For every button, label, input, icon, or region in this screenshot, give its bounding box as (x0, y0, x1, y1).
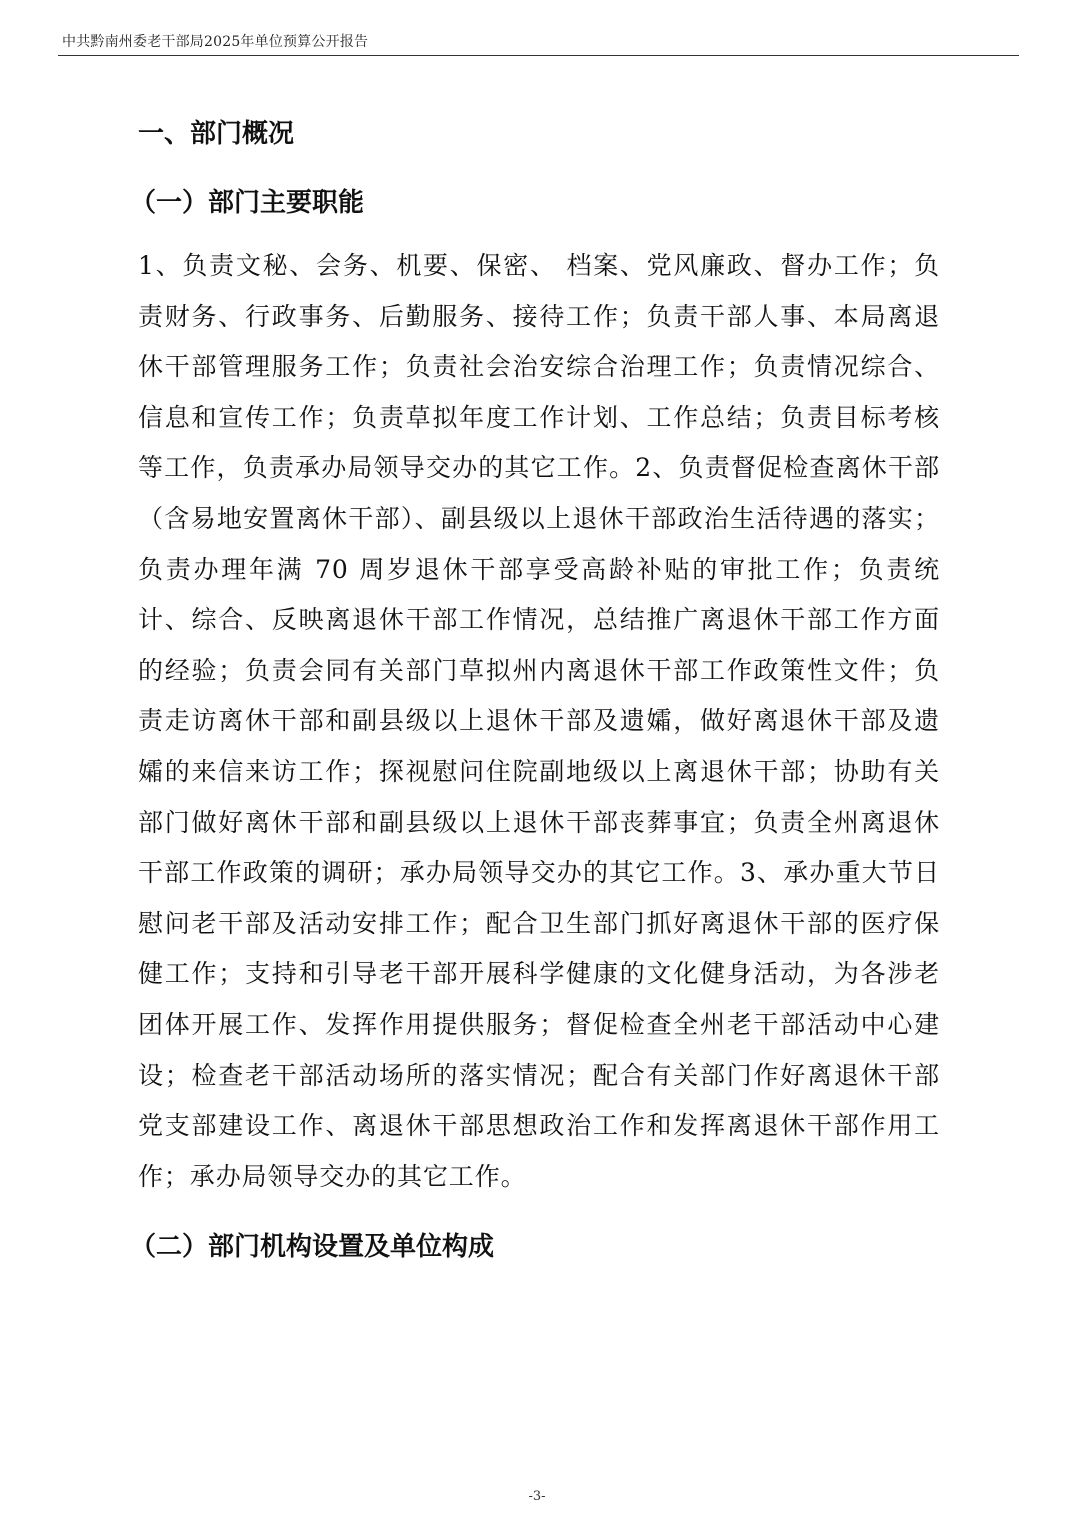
running-header: 中共黔南州委老干部局2025年单位预算公开报告 (62, 34, 369, 50)
page-number: -3- (528, 1489, 546, 1504)
header-divider (58, 55, 1019, 56)
functions-paragraph: 1、负责文秘、会务、机要、保密、 档案、党风廉政、督办工作；负责财务、行政事务、后勤服务、接待工作；负责干部人事、本局离退休干部管理服务工作；负责社会治安综合治理工作；负责情况综合、信息和宣传工作；负责草拟年度工作计划、工作总结；负责目标考核等工作，负责承办局领导交办的其它工作。2、负责督促检查离休干部（含易地安置离休干部）、副县级以上退休干部政治生活待遇的落实；负责办理年满 70 周岁退休干部享受高龄补贴的审批工作；负责统计、综合、反映离退休干部工作情况，总结推广离退休干部工作方面的经验；负责会同有关部门草拟州内离退休干部工作政策性文件；负责走访离休干部和副县级以上退休干部及遗孀，做好离退休干部及遗孀的来信来访工作；探视慰问住院副地级以上离退休干部；协助有关部门做好离休干部和副县级以上退休干部丧葬事宜；负责全州离退休干部工作政策的调研；承办局领导交办的其它工作。3、承办重大节日慰问老干部及活动安排工作；配合卫生部门抓好离退休干部的医疗保健工作；支持和引导老干部开展科学健康的文化健身活动，为各涉老团体开展工作、发挥作用提供服务；督促检查全州老干部活动中心建设；检查老干部活动场所的落实情况；配合有关部门作好离退休干部党支部建设工作、离退休干部思想政治工作和发挥离退休干部作用工作；承办局领导交办的其它工作。 (138, 251, 940, 1191)
document-body (130, 108, 940, 1272)
subsection-heading-functions: （一）部门主要职能 (130, 188, 365, 218)
subsection-heading-structure: （二）部门机构设置及单位构成 (130, 1232, 495, 1263)
section-heading: 一、部门概况 (138, 119, 295, 149)
